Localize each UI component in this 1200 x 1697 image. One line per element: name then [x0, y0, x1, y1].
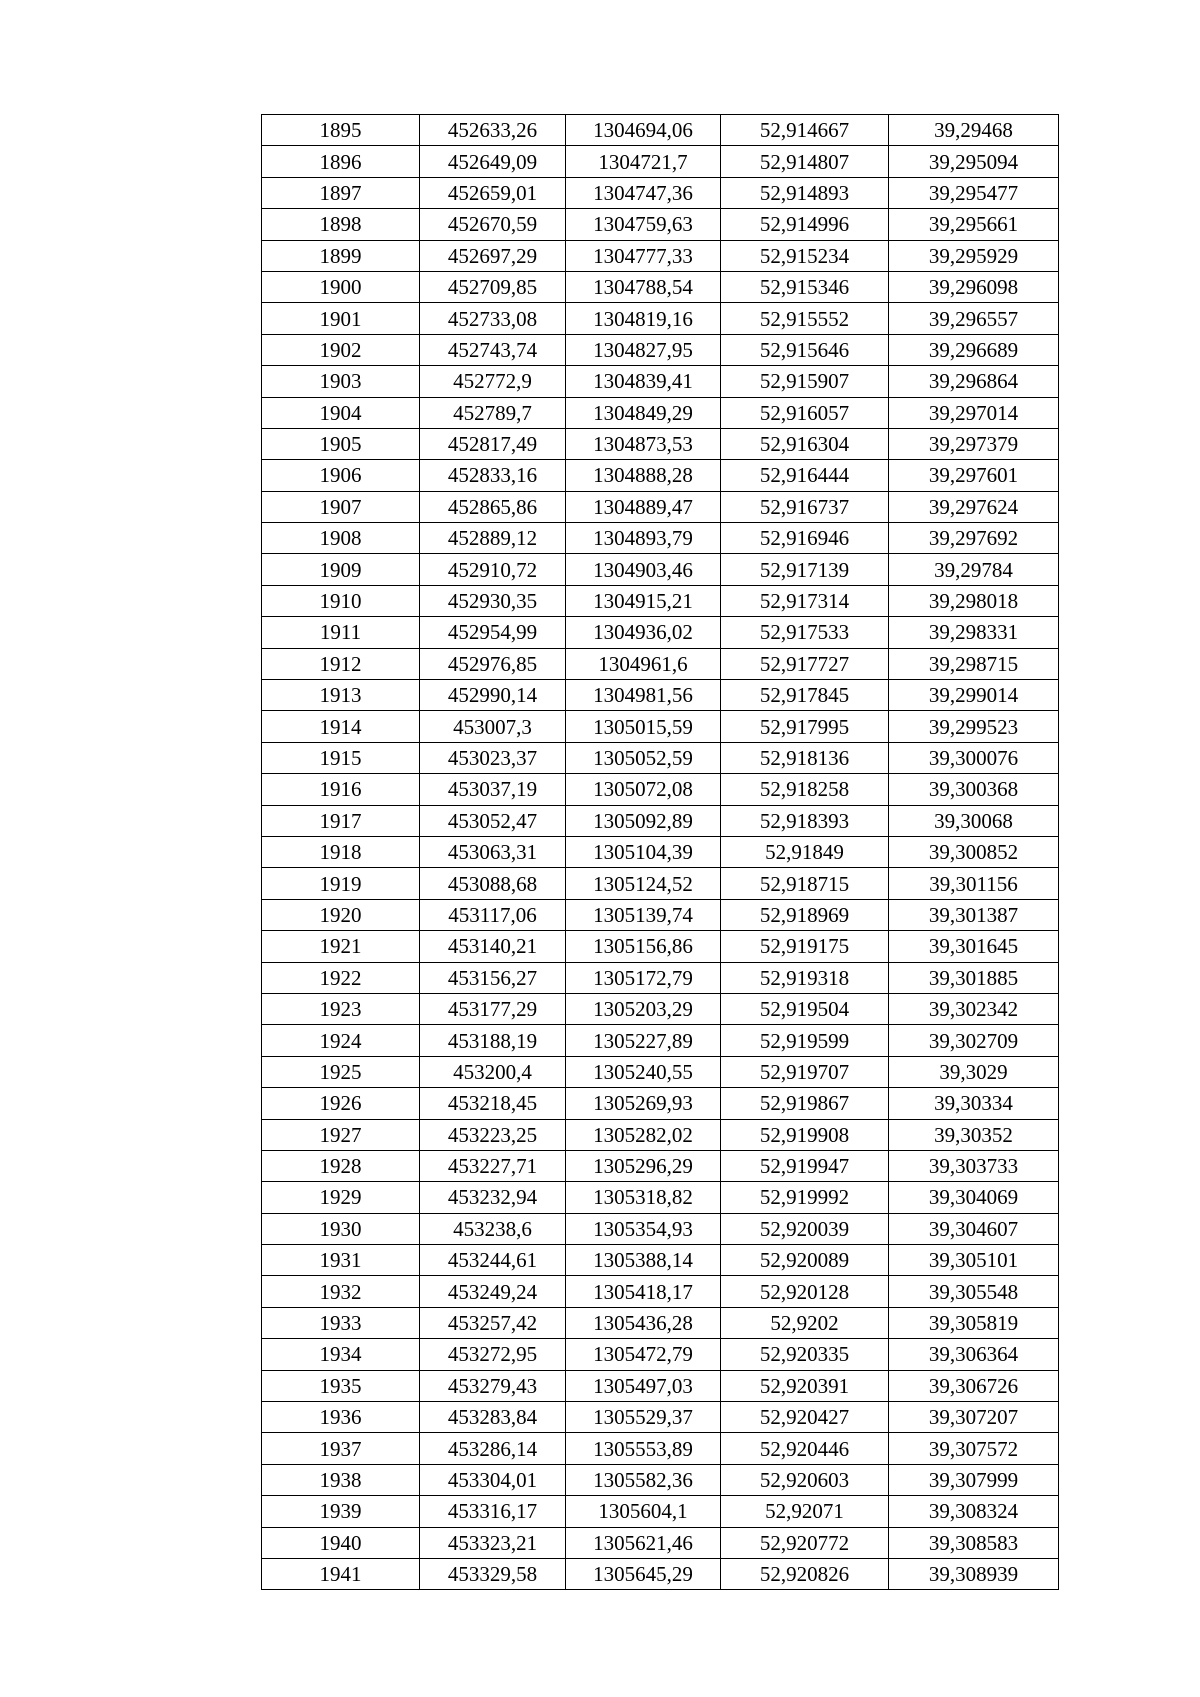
table-row: [262, 931, 1059, 962]
point-number-cell: 1913: [262, 680, 420, 711]
point-number-cell: 1925: [262, 1056, 420, 1087]
longitude-cell: 39,307207: [889, 1402, 1059, 1433]
x-coordinate-cell: 453218,45: [420, 1088, 566, 1119]
longitude-cell: 39,296098: [889, 271, 1059, 302]
latitude-cell: 52,919947: [721, 1150, 889, 1181]
table-row: [262, 1025, 1059, 1056]
y-coordinate-cell: 1304819,16: [566, 303, 721, 334]
point-number-cell: 1915: [262, 742, 420, 773]
longitude-cell: 39,298331: [889, 617, 1059, 648]
point-number-cell: 1930: [262, 1213, 420, 1244]
table-row: [262, 1402, 1059, 1433]
x-coordinate-cell: 452649,09: [420, 146, 566, 177]
table-row: [262, 177, 1059, 208]
x-coordinate-cell: 453007,3: [420, 711, 566, 742]
table-row: [262, 993, 1059, 1024]
longitude-cell: 39,297624: [889, 491, 1059, 522]
point-number-cell: 1895: [262, 115, 420, 146]
x-coordinate-cell: 453117,06: [420, 899, 566, 930]
latitude-cell: 52,918715: [721, 868, 889, 899]
longitude-cell: 39,308324: [889, 1496, 1059, 1527]
y-coordinate-cell: 1305388,14: [566, 1245, 721, 1276]
point-number-cell: 1905: [262, 428, 420, 459]
table-row: [262, 1339, 1059, 1370]
latitude-cell: 52,919992: [721, 1182, 889, 1213]
table-row: [262, 742, 1059, 773]
latitude-cell: 52,916304: [721, 428, 889, 459]
x-coordinate-cell: 452772,9: [420, 366, 566, 397]
x-coordinate-cell: 453177,29: [420, 993, 566, 1024]
longitude-cell: 39,295477: [889, 177, 1059, 208]
latitude-cell: 52,914807: [721, 146, 889, 177]
y-coordinate-cell: 1304839,41: [566, 366, 721, 397]
table-row: [262, 648, 1059, 679]
longitude-cell: 39,300076: [889, 742, 1059, 773]
latitude-cell: 52,917995: [721, 711, 889, 742]
table-row: [262, 146, 1059, 177]
y-coordinate-cell: 1305621,46: [566, 1527, 721, 1558]
table-row: [262, 209, 1059, 240]
latitude-cell: 52,916737: [721, 491, 889, 522]
latitude-cell: 52,915907: [721, 366, 889, 397]
x-coordinate-cell: 453316,17: [420, 1496, 566, 1527]
longitude-cell: 39,301885: [889, 962, 1059, 993]
latitude-cell: 52,920039: [721, 1213, 889, 1244]
longitude-cell: 39,305101: [889, 1245, 1059, 1276]
y-coordinate-cell: 1305354,93: [566, 1213, 721, 1244]
x-coordinate-cell: 452889,12: [420, 523, 566, 554]
y-coordinate-cell: 1305472,79: [566, 1339, 721, 1370]
latitude-cell: 52,919504: [721, 993, 889, 1024]
x-coordinate-cell: 453223,25: [420, 1119, 566, 1150]
latitude-cell: 52,91849: [721, 836, 889, 867]
longitude-cell: 39,305819: [889, 1307, 1059, 1338]
point-number-cell: 1928: [262, 1150, 420, 1181]
point-number-cell: 1934: [262, 1339, 420, 1370]
longitude-cell: 39,302342: [889, 993, 1059, 1024]
point-number-cell: 1929: [262, 1182, 420, 1213]
x-coordinate-cell: 453329,58: [420, 1558, 566, 1589]
longitude-cell: 39,296864: [889, 366, 1059, 397]
longitude-cell: 39,3029: [889, 1056, 1059, 1087]
x-coordinate-cell: 453283,84: [420, 1402, 566, 1433]
latitude-cell: 52,914667: [721, 115, 889, 146]
longitude-cell: 39,307999: [889, 1464, 1059, 1495]
table-row: [262, 115, 1059, 146]
y-coordinate-cell: 1305604,1: [566, 1496, 721, 1527]
y-coordinate-cell: 1304777,33: [566, 240, 721, 271]
y-coordinate-cell: 1305156,86: [566, 931, 721, 962]
point-number-cell: 1941: [262, 1558, 420, 1589]
point-number-cell: 1923: [262, 993, 420, 1024]
table-row: [262, 1245, 1059, 1276]
longitude-cell: 39,296689: [889, 334, 1059, 365]
longitude-cell: 39,305548: [889, 1276, 1059, 1307]
x-coordinate-cell: 452633,26: [420, 115, 566, 146]
x-coordinate-cell: 453279,43: [420, 1370, 566, 1401]
point-number-cell: 1904: [262, 397, 420, 428]
longitude-cell: 39,302709: [889, 1025, 1059, 1056]
latitude-cell: 52,918969: [721, 899, 889, 930]
table-row: [262, 1119, 1059, 1150]
y-coordinate-cell: 1305072,08: [566, 774, 721, 805]
table-row: [262, 774, 1059, 805]
y-coordinate-cell: 1304893,79: [566, 523, 721, 554]
longitude-cell: 39,297692: [889, 523, 1059, 554]
longitude-cell: 39,306364: [889, 1339, 1059, 1370]
longitude-cell: 39,304069: [889, 1182, 1059, 1213]
x-coordinate-cell: 452865,86: [420, 491, 566, 522]
y-coordinate-cell: 1304873,53: [566, 428, 721, 459]
y-coordinate-cell: 1305318,82: [566, 1182, 721, 1213]
x-coordinate-cell: 452659,01: [420, 177, 566, 208]
table-row: [262, 397, 1059, 428]
latitude-cell: 52,916057: [721, 397, 889, 428]
x-coordinate-cell: 453304,01: [420, 1464, 566, 1495]
y-coordinate-cell: 1305645,29: [566, 1558, 721, 1589]
y-coordinate-cell: 1305203,29: [566, 993, 721, 1024]
point-number-cell: 1911: [262, 617, 420, 648]
point-number-cell: 1906: [262, 460, 420, 491]
table-row: [262, 1150, 1059, 1181]
latitude-cell: 52,918136: [721, 742, 889, 773]
table-row: [262, 585, 1059, 616]
longitude-cell: 39,296557: [889, 303, 1059, 334]
y-coordinate-cell: 1305418,17: [566, 1276, 721, 1307]
table-row: [262, 523, 1059, 554]
longitude-cell: 39,30068: [889, 805, 1059, 836]
x-coordinate-cell: 452743,74: [420, 334, 566, 365]
latitude-cell: 52,915646: [721, 334, 889, 365]
y-coordinate-cell: 1305172,79: [566, 962, 721, 993]
x-coordinate-cell: 453063,31: [420, 836, 566, 867]
y-coordinate-cell: 1304936,02: [566, 617, 721, 648]
point-number-cell: 1931: [262, 1245, 420, 1276]
y-coordinate-cell: 1304788,54: [566, 271, 721, 302]
y-coordinate-cell: 1304888,28: [566, 460, 721, 491]
point-number-cell: 1932: [262, 1276, 420, 1307]
point-number-cell: 1916: [262, 774, 420, 805]
latitude-cell: 52,917533: [721, 617, 889, 648]
y-coordinate-cell: 1304889,47: [566, 491, 721, 522]
longitude-cell: 39,297379: [889, 428, 1059, 459]
y-coordinate-cell: 1305553,89: [566, 1433, 721, 1464]
longitude-cell: 39,300852: [889, 836, 1059, 867]
longitude-cell: 39,303733: [889, 1150, 1059, 1181]
latitude-cell: 52,920826: [721, 1558, 889, 1589]
y-coordinate-cell: 1304694,06: [566, 115, 721, 146]
x-coordinate-cell: 452833,16: [420, 460, 566, 491]
table-row: [262, 1088, 1059, 1119]
point-number-cell: 1936: [262, 1402, 420, 1433]
point-number-cell: 1922: [262, 962, 420, 993]
table-row: [262, 1307, 1059, 1338]
y-coordinate-cell: 1305124,52: [566, 868, 721, 899]
table-row: [262, 303, 1059, 334]
latitude-cell: 52,919175: [721, 931, 889, 962]
table-row: [262, 271, 1059, 302]
x-coordinate-cell: 453156,27: [420, 962, 566, 993]
table-row: [262, 711, 1059, 742]
point-number-cell: 1939: [262, 1496, 420, 1527]
point-number-cell: 1908: [262, 523, 420, 554]
y-coordinate-cell: 1305052,59: [566, 742, 721, 773]
point-number-cell: 1919: [262, 868, 420, 899]
table-row: [262, 554, 1059, 585]
y-coordinate-cell: 1304981,56: [566, 680, 721, 711]
x-coordinate-cell: 453244,61: [420, 1245, 566, 1276]
longitude-cell: 39,298018: [889, 585, 1059, 616]
x-coordinate-cell: 452954,99: [420, 617, 566, 648]
longitude-cell: 39,298715: [889, 648, 1059, 679]
point-number-cell: 1918: [262, 836, 420, 867]
latitude-cell: 52,917727: [721, 648, 889, 679]
point-number-cell: 1938: [262, 1464, 420, 1495]
longitude-cell: 39,295094: [889, 146, 1059, 177]
x-coordinate-cell: 453227,71: [420, 1150, 566, 1181]
point-number-cell: 1926: [262, 1088, 420, 1119]
y-coordinate-cell: 1304827,95: [566, 334, 721, 365]
x-coordinate-cell: 453200,4: [420, 1056, 566, 1087]
table-row: [262, 962, 1059, 993]
longitude-cell: 39,297601: [889, 460, 1059, 491]
y-coordinate-cell: 1305240,55: [566, 1056, 721, 1087]
table-row: [262, 1496, 1059, 1527]
table-row: [262, 836, 1059, 867]
x-coordinate-cell: 453037,19: [420, 774, 566, 805]
x-coordinate-cell: 453238,6: [420, 1213, 566, 1244]
y-coordinate-cell: 1304849,29: [566, 397, 721, 428]
longitude-cell: 39,30352: [889, 1119, 1059, 1150]
y-coordinate-cell: 1305015,59: [566, 711, 721, 742]
point-number-cell: 1933: [262, 1307, 420, 1338]
table-row: [262, 1056, 1059, 1087]
point-number-cell: 1935: [262, 1370, 420, 1401]
longitude-cell: 39,306726: [889, 1370, 1059, 1401]
table-row: [262, 899, 1059, 930]
y-coordinate-cell: 1305282,02: [566, 1119, 721, 1150]
longitude-cell: 39,307572: [889, 1433, 1059, 1464]
table-row: [262, 334, 1059, 365]
x-coordinate-cell: 453323,21: [420, 1527, 566, 1558]
latitude-cell: 52,914996: [721, 209, 889, 240]
y-coordinate-cell: 1305497,03: [566, 1370, 721, 1401]
y-coordinate-cell: 1305296,29: [566, 1150, 721, 1181]
x-coordinate-cell: 452733,08: [420, 303, 566, 334]
x-coordinate-cell: 452697,29: [420, 240, 566, 271]
longitude-cell: 39,295661: [889, 209, 1059, 240]
point-number-cell: 1910: [262, 585, 420, 616]
point-number-cell: 1924: [262, 1025, 420, 1056]
longitude-cell: 39,308939: [889, 1558, 1059, 1589]
y-coordinate-cell: 1305269,93: [566, 1088, 721, 1119]
latitude-cell: 52,920446: [721, 1433, 889, 1464]
y-coordinate-cell: 1304759,63: [566, 209, 721, 240]
point-number-cell: 1909: [262, 554, 420, 585]
point-number-cell: 1907: [262, 491, 420, 522]
latitude-cell: 52,915552: [721, 303, 889, 334]
y-coordinate-cell: 1304721,7: [566, 146, 721, 177]
point-number-cell: 1900: [262, 271, 420, 302]
point-number-cell: 1897: [262, 177, 420, 208]
latitude-cell: 52,917314: [721, 585, 889, 616]
x-coordinate-cell: 452670,59: [420, 209, 566, 240]
longitude-cell: 39,297014: [889, 397, 1059, 428]
latitude-cell: 52,917845: [721, 680, 889, 711]
point-number-cell: 1920: [262, 899, 420, 930]
x-coordinate-cell: 453088,68: [420, 868, 566, 899]
x-coordinate-cell: 452817,49: [420, 428, 566, 459]
latitude-cell: 52,919908: [721, 1119, 889, 1150]
latitude-cell: 52,916946: [721, 523, 889, 554]
point-number-cell: 1921: [262, 931, 420, 962]
point-number-cell: 1937: [262, 1433, 420, 1464]
longitude-cell: 39,29468: [889, 115, 1059, 146]
latitude-cell: 52,92071: [721, 1496, 889, 1527]
point-number-cell: 1917: [262, 805, 420, 836]
latitude-cell: 52,918393: [721, 805, 889, 836]
point-number-cell: 1902: [262, 334, 420, 365]
point-number-cell: 1901: [262, 303, 420, 334]
table-row: [262, 617, 1059, 648]
longitude-cell: 39,30334: [889, 1088, 1059, 1119]
table-row: [262, 1182, 1059, 1213]
latitude-cell: 52,920391: [721, 1370, 889, 1401]
latitude-cell: 52,919867: [721, 1088, 889, 1119]
longitude-cell: 39,304607: [889, 1213, 1059, 1244]
x-coordinate-cell: 453188,19: [420, 1025, 566, 1056]
table-row: [262, 680, 1059, 711]
longitude-cell: 39,301387: [889, 899, 1059, 930]
latitude-cell: 52,920128: [721, 1276, 889, 1307]
y-coordinate-cell: 1304961,6: [566, 648, 721, 679]
x-coordinate-cell: 452910,72: [420, 554, 566, 585]
longitude-cell: 39,29784: [889, 554, 1059, 585]
x-coordinate-cell: 453140,21: [420, 931, 566, 962]
table-row: [262, 805, 1059, 836]
latitude-cell: 52,920089: [721, 1245, 889, 1276]
x-coordinate-cell: 453232,94: [420, 1182, 566, 1213]
x-coordinate-cell: 452976,85: [420, 648, 566, 679]
x-coordinate-cell: 453257,42: [420, 1307, 566, 1338]
longitude-cell: 39,300368: [889, 774, 1059, 805]
latitude-cell: 52,919318: [721, 962, 889, 993]
latitude-cell: 52,9202: [721, 1307, 889, 1338]
y-coordinate-cell: 1305227,89: [566, 1025, 721, 1056]
latitude-cell: 52,916444: [721, 460, 889, 491]
latitude-cell: 52,920603: [721, 1464, 889, 1495]
latitude-cell: 52,919707: [721, 1056, 889, 1087]
point-number-cell: 1898: [262, 209, 420, 240]
longitude-cell: 39,295929: [889, 240, 1059, 271]
point-number-cell: 1912: [262, 648, 420, 679]
x-coordinate-cell: 452709,85: [420, 271, 566, 302]
x-coordinate-cell: 453023,37: [420, 742, 566, 773]
latitude-cell: 52,915234: [721, 240, 889, 271]
x-coordinate-cell: 453249,24: [420, 1276, 566, 1307]
longitude-cell: 39,301156: [889, 868, 1059, 899]
table-row: [262, 1213, 1059, 1244]
y-coordinate-cell: 1305139,74: [566, 899, 721, 930]
longitude-cell: 39,301645: [889, 931, 1059, 962]
y-coordinate-cell: 1304903,46: [566, 554, 721, 585]
x-coordinate-cell: 453052,47: [420, 805, 566, 836]
y-coordinate-cell: 1304915,21: [566, 585, 721, 616]
table-row: [262, 868, 1059, 899]
latitude-cell: 52,917139: [721, 554, 889, 585]
y-coordinate-cell: 1304747,36: [566, 177, 721, 208]
point-number-cell: 1927: [262, 1119, 420, 1150]
longitude-cell: 39,299014: [889, 680, 1059, 711]
table-row: [262, 491, 1059, 522]
latitude-cell: 52,914893: [721, 177, 889, 208]
latitude-cell: 52,918258: [721, 774, 889, 805]
table-row: [262, 460, 1059, 491]
latitude-cell: 52,920335: [721, 1339, 889, 1370]
y-coordinate-cell: 1305092,89: [566, 805, 721, 836]
coordinates-table: [261, 114, 1059, 1590]
table-row: [262, 1527, 1059, 1558]
point-number-cell: 1896: [262, 146, 420, 177]
point-number-cell: 1940: [262, 1527, 420, 1558]
table-row: [262, 1276, 1059, 1307]
latitude-cell: 52,920427: [721, 1402, 889, 1433]
x-coordinate-cell: 452990,14: [420, 680, 566, 711]
longitude-cell: 39,299523: [889, 711, 1059, 742]
table-row: [262, 1433, 1059, 1464]
point-number-cell: 1903: [262, 366, 420, 397]
y-coordinate-cell: 1305582,36: [566, 1464, 721, 1495]
point-number-cell: 1899: [262, 240, 420, 271]
table-row: [262, 428, 1059, 459]
y-coordinate-cell: 1305436,28: [566, 1307, 721, 1338]
coordinates-table-body: [262, 115, 1059, 1590]
latitude-cell: 52,920772: [721, 1527, 889, 1558]
latitude-cell: 52,915346: [721, 271, 889, 302]
table-row: [262, 366, 1059, 397]
x-coordinate-cell: 452789,7: [420, 397, 566, 428]
y-coordinate-cell: 1305104,39: [566, 836, 721, 867]
point-number-cell: 1914: [262, 711, 420, 742]
latitude-cell: 52,919599: [721, 1025, 889, 1056]
table-row: [262, 1464, 1059, 1495]
x-coordinate-cell: 453286,14: [420, 1433, 566, 1464]
x-coordinate-cell: 453272,95: [420, 1339, 566, 1370]
y-coordinate-cell: 1305529,37: [566, 1402, 721, 1433]
table-row: [262, 240, 1059, 271]
table-row: [262, 1370, 1059, 1401]
table-row: [262, 1558, 1059, 1589]
longitude-cell: 39,308583: [889, 1527, 1059, 1558]
x-coordinate-cell: 452930,35: [420, 585, 566, 616]
